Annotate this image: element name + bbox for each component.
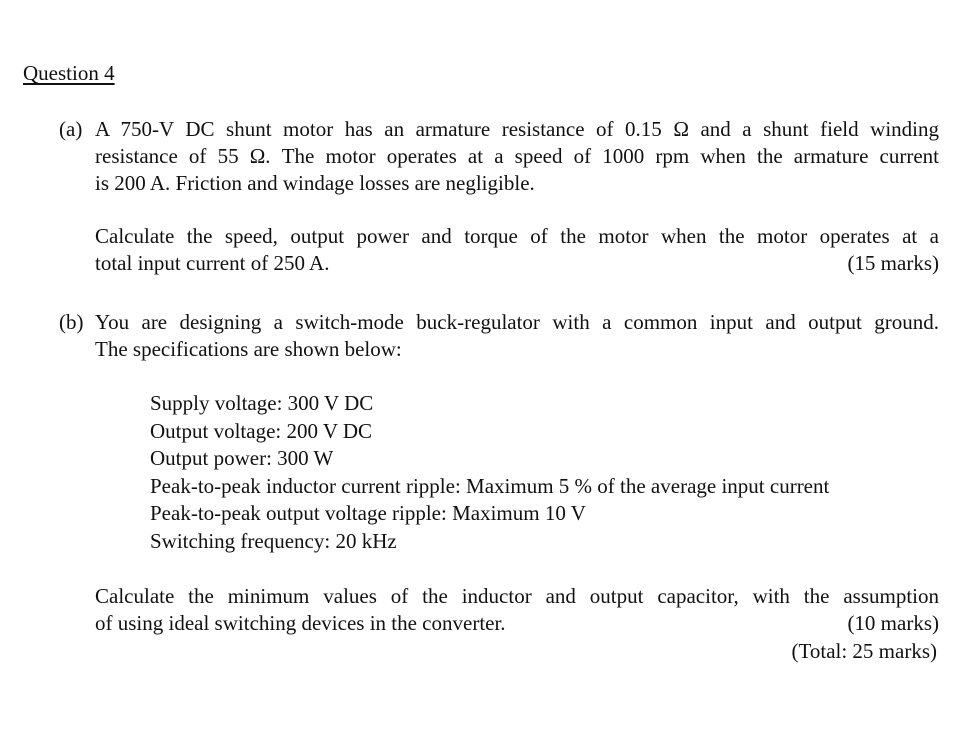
specifications-list (150, 390, 829, 555)
part-b-intro-line-1: You are designing a switch-mode buck-regulator with a common input and output ground. (95, 310, 939, 334)
part-b-intro-line-2: The specifications are shown below: (95, 337, 402, 361)
question-heading: Question 4 (23, 61, 115, 85)
part-b-task (59, 583, 939, 637)
part-a (59, 116, 939, 277)
part-a-task-line-2 (95, 250, 939, 277)
part-a-line-3: is 200 A. Friction and windage losses are negligible. (95, 171, 535, 195)
spec-supply-voltage: Supply voltage: 300 V DC (150, 391, 374, 415)
part-b-calc-text: of using ideal switching devices in the converter. (95, 611, 506, 635)
part-a-line-2: resistance of 55 Ω. The motor operates at a speed of 1000 rpm when the armature current (95, 144, 939, 168)
part-b-label: (b) (59, 310, 84, 334)
part-a-label: (a) (59, 117, 83, 141)
part-b-calc-line-2 (95, 610, 939, 637)
part-a-marks: (15 marks) (847, 251, 939, 275)
spec-output-voltage: Output voltage: 200 V DC (150, 418, 373, 443)
part-a-line-1: A 750-V DC shunt motor has an armature resistance of 0.15 Ω and a shunt field winding (95, 117, 939, 141)
part-b-calc-line-1: Calculate the minimum values of the inductor and output capacitor, with the assumption (95, 584, 939, 608)
spec-switching-frequency: Switching frequency: 20 kHz (150, 528, 397, 553)
part-b-intro (95, 309, 939, 363)
total-marks: (Total: 25 marks) (791, 639, 937, 663)
part-b (59, 309, 939, 363)
part-b-marks: (10 marks) (847, 611, 939, 635)
part-a-task-line-1: Calculate the speed, output power and torque of the motor when the motor operates at a (95, 224, 939, 248)
spec-inductor-ripple: Peak-to-peak inductor current ripple: Maximum 5 % of the average input current (150, 473, 830, 498)
part-a-task-text: total input current of 250 A. (95, 251, 330, 275)
part-b-calc-paragraph (95, 583, 939, 637)
spec-voltage-ripple: Peak-to-peak output voltage ripple: Maximum 10 V (150, 501, 586, 525)
spec-output-power: Output power: 300 W (150, 446, 334, 470)
part-a-paragraph-1 (95, 116, 939, 197)
part-a-paragraph-2 (95, 223, 939, 277)
